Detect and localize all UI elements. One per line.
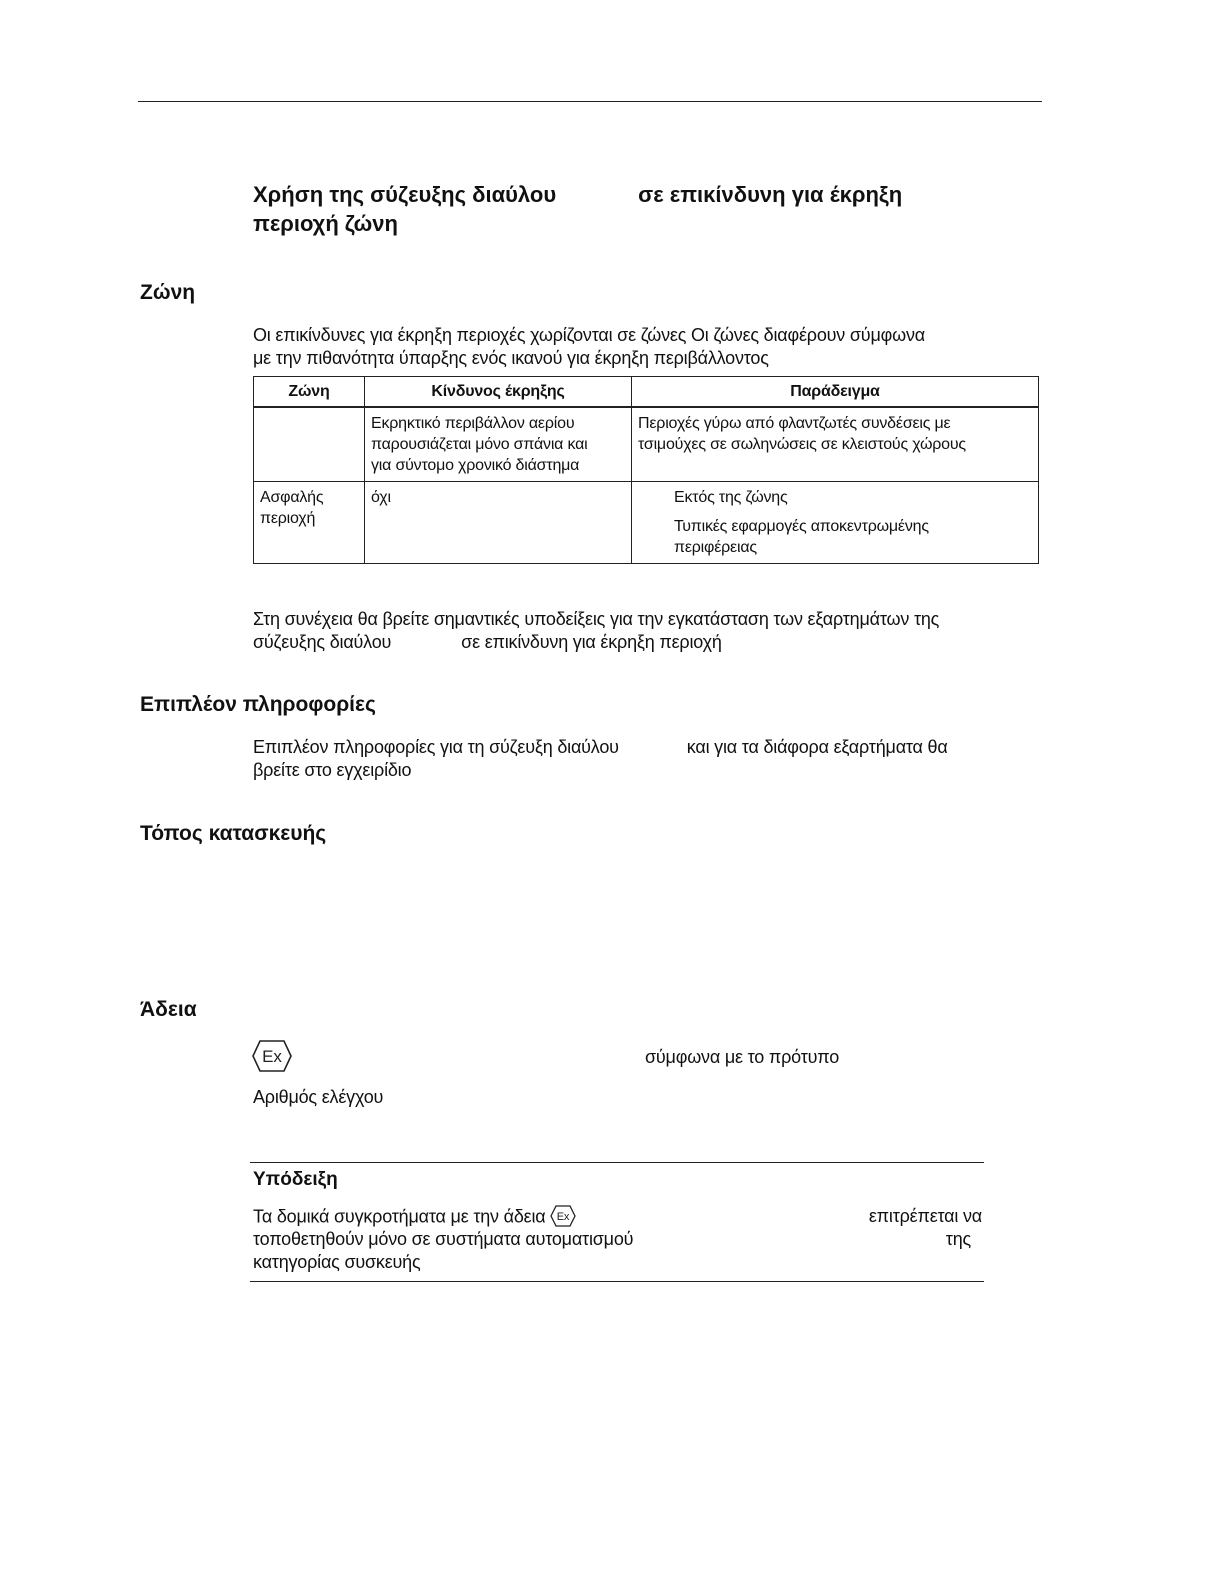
note-text-e: κατηγορίας συσκευής <box>253 1252 421 1272</box>
ex-mark-icon <box>251 1039 293 1078</box>
section-heading-more-info: Επιπλέον πληροφορίες <box>140 693 376 716</box>
note-title: Υπόδειξη <box>253 1169 338 1190</box>
title-text-b: σε επικίνδυνη για έκρηξη <box>638 182 903 207</box>
cell-risk: όχι <box>365 482 632 564</box>
section-heading-site: Τόπος κατασκευής <box>140 822 327 845</box>
note-body <box>253 1205 985 1274</box>
cell-example-line: περιφέρειας <box>674 539 757 556</box>
page-title-line-1 <box>253 180 1013 209</box>
zone-intro <box>253 324 1043 370</box>
note-text-c: τοποθετηθούν μόνο σε συστήματα αυτοματισμού <box>253 1229 634 1249</box>
zone-followup-line-1: Στη συνέχεια θα βρείτε σημαντικές υποδείξεις για την εγκατάσταση των εξαρτημάτων της <box>253 609 940 629</box>
cell-example-line: τσιμούχες σε σωληνώσεις σε κλειστούς χώρους <box>638 436 966 453</box>
zone-followup-line-2 <box>253 631 1043 654</box>
table-header-row <box>254 377 1039 408</box>
note-text-d: της <box>945 1229 971 1249</box>
cell-risk-line: για σύντομο χρονικό διάστημα <box>371 457 580 474</box>
cell-example-item: Εκτός της ζώνης <box>674 489 788 506</box>
cell-zone <box>254 407 365 482</box>
cell-risk-line: Εκρηκτικό περιβάλλον αερίου <box>371 415 575 432</box>
column-header-example: Παράδειγμα <box>632 377 1039 408</box>
cell-zone-line: Ασφαλής <box>260 489 324 506</box>
more-info-line-2: βρείτε στο εγχειρίδιο <box>253 760 412 780</box>
ex-mark-shape <box>251 1039 293 1073</box>
ex-mark-text: Ex <box>262 1047 282 1066</box>
note-line-1 <box>253 1205 985 1228</box>
license-standard-text: σύμφωνα με το πρότυπο <box>645 1047 840 1067</box>
cell-example <box>632 482 1039 564</box>
cell-risk <box>365 407 632 482</box>
column-header-zone: Ζώνη <box>254 377 365 408</box>
cell-example-line: Τυπικές εφαρμογές αποκεντρωμένης <box>674 518 929 535</box>
title-text-a: Χρήση της σύζευξης διαύλου <box>253 182 557 207</box>
note-text-b: επιτρέπεται να <box>868 1206 982 1226</box>
ex-mark-small-text: Ex <box>557 1211 570 1223</box>
page-title <box>253 180 1013 238</box>
cell-zone <box>254 482 365 564</box>
zone-intro-line-2: με την πιθανότητα ύπαρξης ενός ικανού για έκρηξη περιβάλλοντος <box>253 348 769 368</box>
license-test-number-label: Αριθμός ελέγχου <box>253 1087 384 1107</box>
note-line-3 <box>253 1251 985 1274</box>
cell-risk-line: παρουσιάζεται μόνο σπάνια και <box>371 436 588 453</box>
zone-table <box>253 376 1039 564</box>
table-row <box>254 407 1039 482</box>
more-info-text <box>253 736 1043 782</box>
note-top-rule <box>250 1162 984 1163</box>
note-text-a: Τα δομικά συγκροτήματα με την άδεια <box>253 1206 546 1227</box>
note-bottom-rule <box>250 1281 984 1282</box>
zone-intro-line-1: Οι επικίνδυνες για έκρηξη περιοχές χωρίζονται σε ζώνες Οι ζώνες διαφέρουν σύμφωνα <box>253 325 925 345</box>
zone-followup-text-b: σε επικίνδυνη για έκρηξη περιοχή <box>461 632 722 652</box>
cell-zone-line: περιοχή <box>260 510 316 527</box>
cell-example-item <box>638 516 1032 558</box>
note-line-2 <box>253 1228 985 1251</box>
table-row <box>254 482 1039 564</box>
more-info-line-1 <box>253 736 1043 759</box>
page-title-line-2 <box>253 209 1013 238</box>
cell-example-line: Περιοχές γύρω από φλαντζωτές συνδέσεις με <box>638 415 951 432</box>
section-heading-license: Άδεια <box>140 998 197 1021</box>
more-info-text-b: και για τα διάφορα εξαρτήματα θα <box>686 737 948 757</box>
zone-followup <box>253 608 1043 654</box>
ex-mark-small-icon <box>550 1205 576 1230</box>
more-info-text-a: Επιπλέον πληροφορίες για τη σύζευξη διαύλου <box>253 737 619 757</box>
title-text-d: ζώνη <box>344 211 398 236</box>
cell-example <box>632 407 1039 482</box>
title-text-c: περιοχή <box>253 211 339 236</box>
section-heading-zone: Ζώνη <box>140 281 196 304</box>
zone-followup-text-a: σύζευξης διαύλου <box>253 632 392 652</box>
top-rule <box>138 101 1042 102</box>
column-header-risk: Κίνδυνος έκρηξης <box>365 377 632 408</box>
